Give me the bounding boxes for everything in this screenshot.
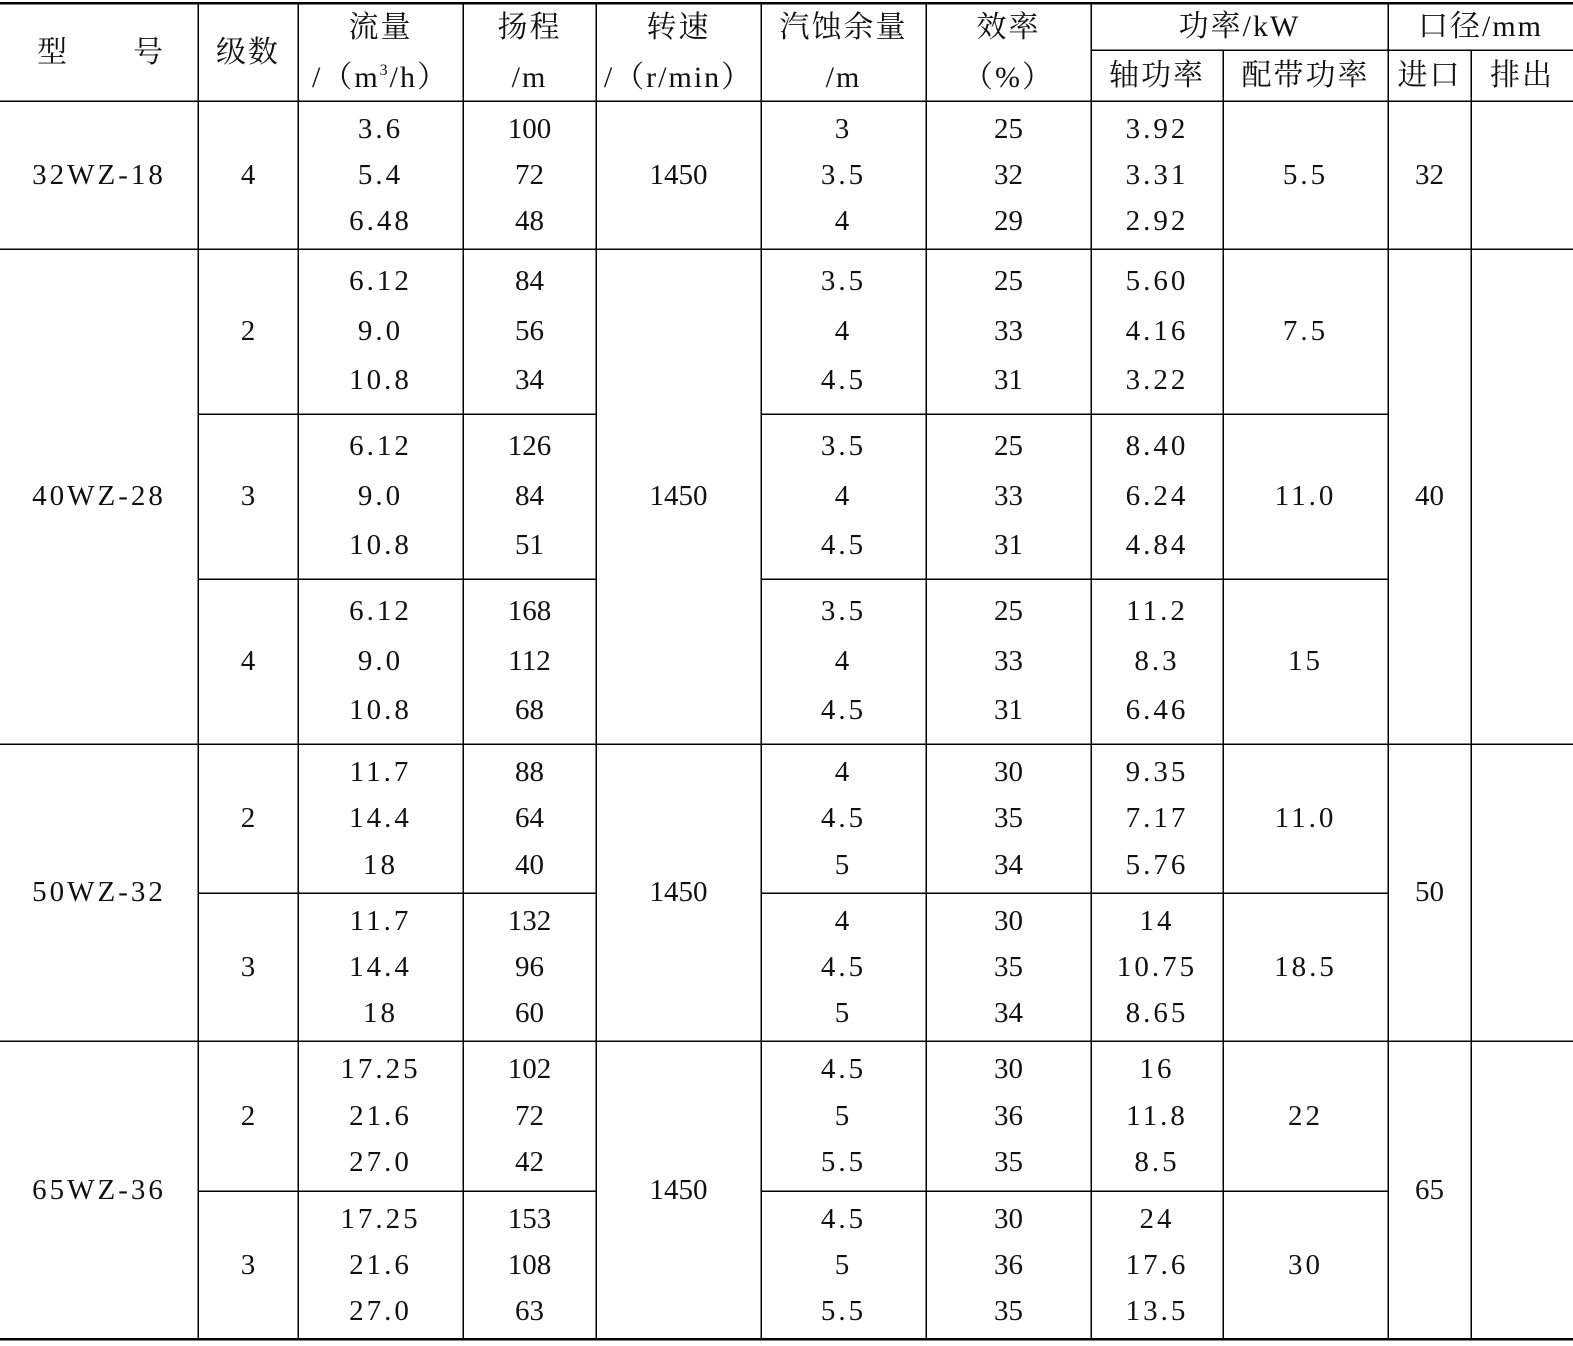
npsh-cell-value: 3 — [834, 113, 853, 145]
header-head-unit: /m — [511, 60, 548, 94]
npsh-cell — [761, 893, 926, 1041]
shaft-power-cell — [1091, 249, 1223, 414]
npsh-cell-value: 4 — [834, 314, 853, 347]
stages-cell-value: 2 — [240, 1099, 256, 1132]
npsh-cell-value: 4.5 — [820, 364, 867, 397]
efficiency-cell-value: 36 — [994, 1099, 1023, 1132]
speed-cell — [596, 249, 761, 744]
flow-cell-value: 6.12 — [349, 595, 412, 628]
header-flow — [298, 4, 463, 101]
shaft-power-cell-value: 8.5 — [1134, 1146, 1180, 1179]
motor-power-cell — [1223, 744, 1388, 893]
shaft-power-cell-value: 7.17 — [1125, 802, 1189, 835]
stages-cell — [198, 579, 298, 744]
header-efficiency-unit: （%） — [963, 60, 1054, 94]
inlet-cell-value: 65 — [1415, 1173, 1444, 1206]
header-model — [0, 4, 198, 101]
model-cell-value: 40WZ-28 — [32, 480, 166, 512]
motor-power-cell-value: 11.0 — [1274, 480, 1337, 512]
npsh-cell — [761, 1191, 926, 1339]
motor-power-cell — [1223, 1041, 1388, 1191]
efficiency-cell — [926, 249, 1091, 414]
model-cell-value: 50WZ-32 — [32, 876, 166, 908]
speed-cell — [596, 1041, 761, 1339]
npsh-cell-value: 5 — [834, 1249, 853, 1281]
inlet-cell-value: 32 — [1415, 158, 1444, 191]
flow-cell-value: 6.12 — [349, 265, 412, 298]
inlet-cell — [1388, 1041, 1471, 1339]
motor-power-cell — [1223, 579, 1388, 744]
flow-cell — [298, 101, 463, 249]
npsh-cell — [761, 101, 926, 249]
shaft-power-cell-value: 6.24 — [1125, 479, 1189, 512]
npsh-cell-value: 5 — [834, 848, 853, 881]
shaft-power-cell — [1091, 744, 1223, 893]
flow-cell — [298, 893, 463, 1041]
motor-power-cell-value: 15 — [1288, 645, 1323, 677]
header-efficiency-title: 效率 — [976, 10, 1041, 44]
shaft-power-cell-value: 11.2 — [1126, 595, 1188, 628]
header-npsh — [761, 4, 926, 101]
efficiency-cell-value: 30 — [994, 1203, 1023, 1235]
npsh-cell-value: 4.5 — [820, 951, 867, 983]
efficiency-cell-value: 29 — [994, 205, 1023, 237]
head-cell-value: 84 — [515, 479, 544, 512]
flow-cell — [298, 744, 463, 893]
motor-power-cell — [1223, 414, 1388, 579]
head-cell-value: 63 — [515, 1295, 544, 1327]
head-cell-value: 34 — [515, 364, 544, 397]
npsh-cell-value: 3.5 — [820, 159, 867, 191]
flow-cell-value: 14.4 — [349, 951, 412, 983]
shaft-power-cell — [1091, 1191, 1223, 1339]
npsh-cell-value: 3.5 — [820, 265, 867, 298]
head-cell-value: 56 — [515, 314, 544, 347]
shaft-power-cell-value: 3.22 — [1125, 364, 1189, 397]
header-flow-unit: $/(m^3/h)$ — [311, 60, 449, 94]
efficiency-cell — [926, 744, 1091, 893]
header-npsh-title: 汽蚀余量 — [779, 10, 908, 44]
npsh-cell — [761, 1041, 926, 1191]
model-cell — [0, 744, 198, 1041]
npsh-cell-value: 4.5 — [820, 1053, 867, 1086]
speed-cell — [596, 744, 761, 1041]
head-cell-value: 48 — [515, 205, 544, 237]
flow-cell — [298, 249, 463, 414]
flow-cell — [298, 1041, 463, 1191]
head-cell-value: 72 — [515, 1099, 544, 1132]
flow-cell-value: 17.25 — [340, 1203, 421, 1235]
efficiency-cell-value: 25 — [994, 265, 1023, 298]
header-speed-title: 转速 — [646, 10, 711, 44]
npsh-cell-value: 4.5 — [820, 694, 867, 727]
npsh-cell — [761, 414, 926, 579]
head-cell-value: 51 — [515, 529, 544, 562]
motor-power-cell — [1223, 893, 1388, 1041]
efficiency-cell-value: 33 — [994, 314, 1023, 347]
head-cell — [463, 1191, 596, 1339]
model-cell-value: 65WZ-36 — [32, 1173, 166, 1206]
outlet-cell — [1471, 101, 1573, 249]
flow-cell-value: 6.12 — [349, 430, 412, 463]
head-cell-value: 153 — [507, 1203, 552, 1235]
shaft-power-cell-value: 14 — [1139, 905, 1175, 937]
header-motor-power: 配带功率 — [1241, 58, 1370, 92]
inlet-cell — [1388, 101, 1471, 249]
efficiency-cell-value: 25 — [994, 430, 1023, 463]
shaft-power-cell-value: 8.3 — [1134, 644, 1180, 677]
shaft-power-cell-value: 11.8 — [1126, 1099, 1188, 1132]
efficiency-cell-value: 34 — [994, 848, 1023, 881]
shaft-power-cell-value: 4.84 — [1125, 529, 1189, 562]
flow-cell-value: 9.0 — [357, 479, 404, 512]
efficiency-cell-value: 31 — [994, 694, 1023, 727]
efficiency-cell-value: 35 — [994, 802, 1023, 835]
shaft-power-cell-value: 5.76 — [1125, 848, 1189, 881]
head-cell-value: 88 — [515, 756, 544, 788]
head-cell-value: 42 — [515, 1146, 544, 1179]
head-cell-value: 96 — [515, 951, 544, 983]
inlet-cell — [1388, 744, 1471, 1041]
stages-cell — [198, 101, 298, 249]
flow-cell-value: 27.0 — [349, 1146, 412, 1179]
header-speed-unit: /（r/min） — [603, 60, 754, 94]
efficiency-cell-value: 30 — [994, 756, 1023, 788]
npsh-cell-value: 4.5 — [820, 529, 867, 562]
npsh-cell-value: 4 — [834, 205, 853, 237]
stages-cell-value: 3 — [240, 1248, 256, 1281]
head-cell — [463, 744, 596, 893]
efficiency-cell-value: 31 — [994, 364, 1023, 397]
efficiency-cell-value: 34 — [994, 997, 1023, 1029]
stages-cell — [198, 744, 298, 893]
efficiency-cell — [926, 893, 1091, 1041]
shaft-power-cell — [1091, 1041, 1223, 1191]
head-cell-value: 68 — [515, 694, 544, 727]
motor-power-cell — [1223, 101, 1388, 249]
shaft-power-cell-value: 5.60 — [1125, 265, 1189, 298]
header-inlet: 进口 — [1397, 58, 1462, 92]
flow-cell-value: 10.8 — [349, 694, 412, 727]
motor-power-cell-value: 7.5 — [1282, 315, 1329, 347]
stages-cell — [198, 893, 298, 1041]
stages-cell-value: 4 — [240, 645, 256, 677]
shaft-power-cell — [1091, 101, 1223, 249]
flow-cell-value: 27.0 — [349, 1295, 412, 1327]
motor-power-cell — [1223, 1191, 1388, 1339]
head-cell-value: 100 — [507, 113, 552, 145]
flow-cell-value: 9.0 — [357, 644, 404, 677]
head-cell — [463, 414, 596, 579]
npsh-cell — [761, 579, 926, 744]
shaft-power-cell-value: 2.92 — [1125, 205, 1189, 237]
flow-cell-value: 5.4 — [357, 159, 404, 191]
header-power: 功率/kW — [1178, 10, 1301, 43]
stages-cell-value: 4 — [240, 158, 256, 191]
efficiency-cell-value: 25 — [994, 595, 1023, 628]
npsh-cell-value: 3.5 — [820, 595, 867, 628]
flow-cell-value: 10.8 — [349, 364, 412, 397]
shaft-power-cell-value: 3.92 — [1125, 113, 1189, 145]
head-cell-value: 112 — [508, 644, 551, 677]
npsh-cell-value: 4 — [834, 905, 853, 937]
head-cell-value: 132 — [507, 905, 552, 937]
efficiency-cell-value: 35 — [994, 951, 1023, 983]
flow-cell-value: 17.25 — [340, 1053, 421, 1086]
efficiency-cell — [926, 1191, 1091, 1339]
npsh-cell-value: 4 — [834, 644, 853, 677]
shaft-power-cell-value: 24 — [1139, 1203, 1175, 1235]
header-outlet: 排出 — [1490, 58, 1554, 92]
shaft-power-cell-value: 6.46 — [1125, 694, 1189, 727]
flow-cell-value: 18 — [363, 997, 398, 1029]
header-diameter: 口径/mm — [1417, 10, 1543, 43]
motor-power-cell-value: 18.5 — [1274, 950, 1337, 983]
stages-cell — [198, 249, 298, 414]
flow-cell-value: 11.7 — [349, 756, 412, 788]
stages-cell-value: 3 — [240, 950, 256, 983]
flow-cell-value: 14.4 — [349, 802, 412, 835]
efficiency-cell-value: 33 — [994, 644, 1023, 677]
stages-cell — [198, 414, 298, 579]
inlet-cell-value: 50 — [1415, 876, 1444, 908]
efficiency-cell-value: 32 — [994, 159, 1023, 191]
motor-power-cell-value: 11.0 — [1274, 802, 1337, 834]
efficiency-cell — [926, 1041, 1091, 1191]
flow-cell-value: 21.6 — [349, 1249, 412, 1281]
header-head — [463, 4, 596, 101]
shaft-power-cell — [1091, 893, 1223, 1041]
header-npsh-unit: /m — [825, 60, 862, 94]
head-cell — [463, 249, 596, 414]
head-cell — [463, 579, 596, 744]
head-cell-value: 102 — [507, 1053, 552, 1086]
flow-cell-value: 11.7 — [349, 905, 412, 937]
model-cell — [0, 101, 198, 249]
efficiency-cell-value: 25 — [994, 113, 1023, 145]
shaft-power-cell-value: 16 — [1139, 1053, 1175, 1086]
npsh-cell-value: 4.5 — [820, 1203, 867, 1235]
npsh-cell-value: 5 — [834, 997, 853, 1029]
head-cell — [463, 1041, 596, 1191]
flow-cell-value: 10.8 — [349, 529, 412, 562]
shaft-power-cell-value: 8.65 — [1125, 997, 1189, 1029]
head-cell-value: 126 — [507, 430, 552, 463]
npsh-cell-value: 3.5 — [820, 430, 867, 463]
stages-cell-value: 3 — [240, 480, 256, 512]
npsh-cell — [761, 744, 926, 893]
shaft-power-cell-value: 10.75 — [1116, 951, 1198, 983]
shaft-power-cell-value: 13.5 — [1125, 1295, 1189, 1327]
efficiency-cell-value: 30 — [994, 1053, 1023, 1086]
speed-cell-value: 1450 — [649, 158, 708, 191]
model-cell — [0, 249, 198, 744]
efficiency-cell-value: 33 — [994, 479, 1023, 512]
header-model-char-2: 号 — [133, 35, 163, 69]
inlet-cell-value: 40 — [1415, 480, 1444, 512]
efficiency-cell-value: 30 — [994, 905, 1023, 937]
flow-cell — [298, 414, 463, 579]
shaft-power-cell-value: 3.31 — [1125, 159, 1189, 191]
efficiency-cell-value: 31 — [994, 529, 1023, 562]
npsh-cell — [761, 249, 926, 414]
flow-cell-value: 3.6 — [357, 113, 404, 145]
npsh-cell-value: 4 — [834, 479, 853, 512]
header-head-title: 扬程 — [497, 10, 562, 44]
npsh-cell-value: 5.5 — [820, 1146, 867, 1179]
header-model-char-1: 型 — [37, 35, 67, 69]
flow-cell — [298, 579, 463, 744]
efficiency-cell-value: 36 — [994, 1249, 1023, 1281]
outlet-cell — [1471, 249, 1573, 744]
model-cell-value: 32WZ-18 — [32, 158, 166, 191]
speed-cell-value: 1450 — [649, 480, 708, 512]
header-flow-title: 流量 — [348, 10, 413, 44]
head-cell-value: 84 — [515, 265, 544, 298]
model-cell — [0, 1041, 198, 1339]
outlet-cell — [1471, 1041, 1573, 1339]
npsh-cell-value: 5.5 — [820, 1295, 867, 1327]
stages-cell-value: 2 — [240, 315, 256, 347]
head-cell-value: 108 — [507, 1249, 552, 1281]
header-shaft-power: 轴功率 — [1109, 58, 1205, 92]
header-stages: 级数 — [216, 35, 280, 69]
npsh-cell-value: 4.5 — [820, 802, 867, 835]
flow-cell-value: 9.0 — [357, 314, 404, 347]
speed-cell-value: 1450 — [649, 1173, 708, 1206]
motor-power-cell-value: 5.5 — [1282, 158, 1329, 191]
efficiency-cell — [926, 414, 1091, 579]
outlet-cell — [1471, 744, 1573, 1041]
shaft-power-cell — [1091, 579, 1223, 744]
shaft-power-cell-value: 8.40 — [1125, 430, 1189, 463]
npsh-cell-value: 5 — [834, 1099, 853, 1132]
motor-power-cell — [1223, 249, 1388, 414]
efficiency-cell-value: 35 — [994, 1295, 1023, 1327]
motor-power-cell-value: 30 — [1288, 1248, 1323, 1281]
head-cell-value: 72 — [515, 159, 544, 191]
inlet-cell — [1388, 249, 1471, 744]
efficiency-cell — [926, 101, 1091, 249]
header-efficiency — [926, 4, 1091, 101]
header-speed — [596, 4, 761, 101]
efficiency-cell — [926, 579, 1091, 744]
flow-cell-value: 18 — [363, 848, 398, 881]
head-cell-value: 60 — [515, 997, 544, 1029]
shaft-power-cell-value: 9.35 — [1125, 756, 1189, 788]
shaft-power-cell-value: 17.6 — [1125, 1249, 1189, 1281]
head-cell-value: 64 — [515, 802, 544, 835]
shaft-power-cell-value: 4.16 — [1125, 314, 1189, 347]
speed-cell-value: 1450 — [649, 876, 708, 908]
head-cell — [463, 893, 596, 1041]
flow-cell-value: 6.48 — [349, 205, 412, 237]
npsh-cell-value: 4 — [834, 756, 853, 788]
efficiency-cell-value: 35 — [994, 1146, 1023, 1179]
shaft-power-cell — [1091, 414, 1223, 579]
stages-cell — [198, 1041, 298, 1191]
stages-cell-value: 2 — [240, 802, 256, 834]
stages-cell — [198, 1191, 298, 1339]
motor-power-cell-value: 22 — [1288, 1099, 1323, 1132]
head-cell-value: 40 — [515, 848, 544, 881]
flow-cell-value: 21.6 — [349, 1099, 412, 1132]
speed-cell — [596, 101, 761, 249]
head-cell-value: 168 — [507, 595, 552, 628]
head-cell — [463, 101, 596, 249]
flow-cell — [298, 1191, 463, 1339]
